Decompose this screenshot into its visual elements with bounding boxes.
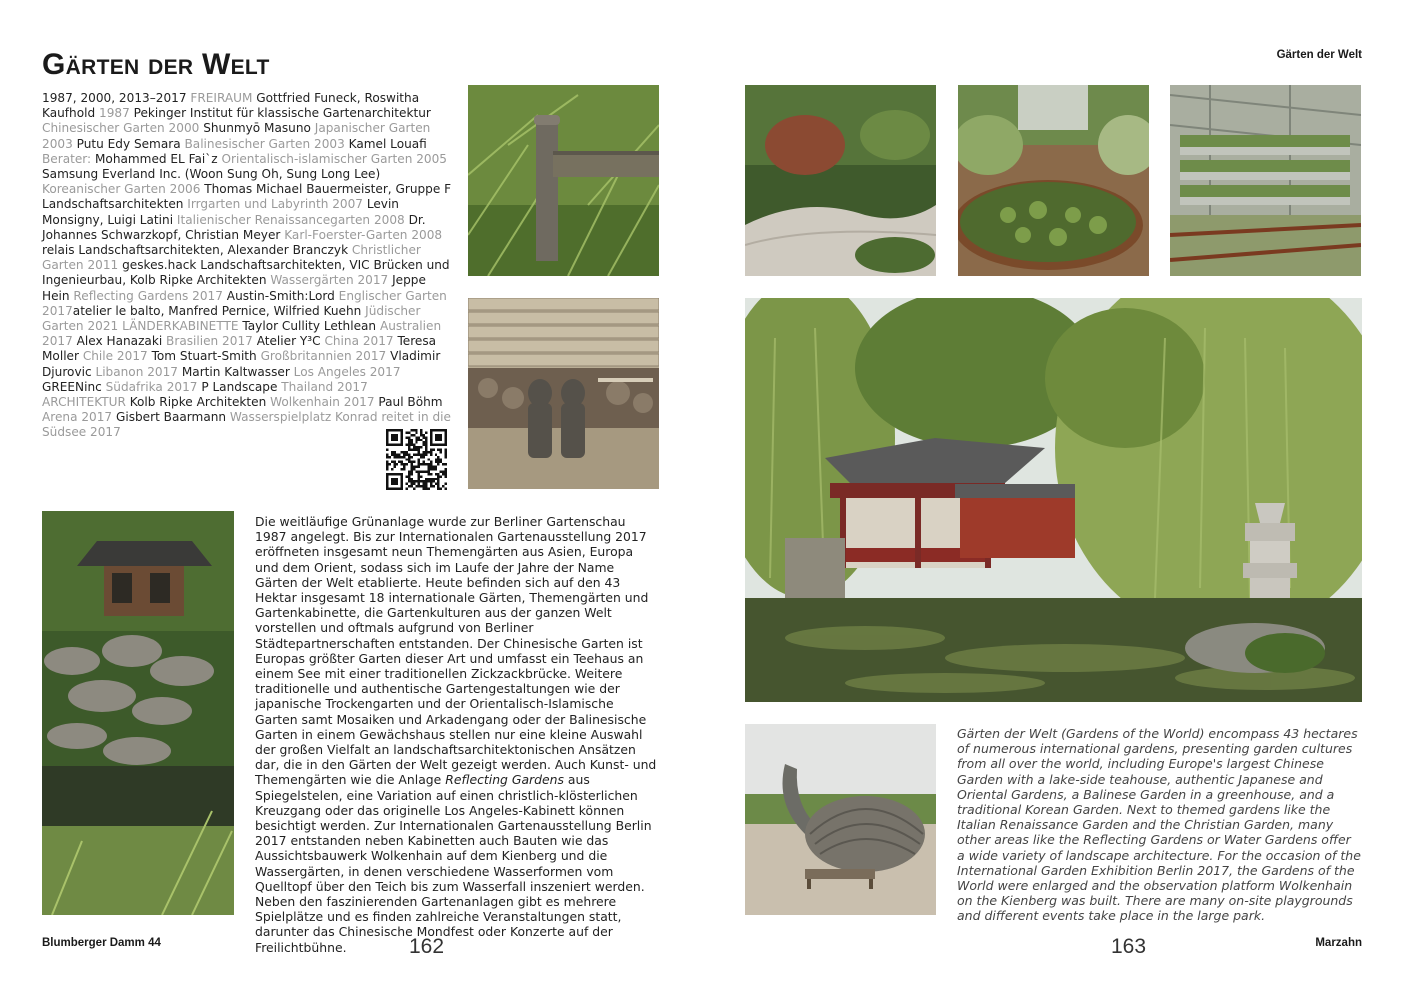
- credit-segment: Kolb Ripke Architekten: [129, 395, 267, 410]
- credit-segment: Martin Kaltwasser: [181, 364, 290, 379]
- credit-segment: Balinesischer Garten 2003: [180, 136, 349, 151]
- credit-segment: China 2017: [320, 334, 398, 349]
- credit-segment: Japanischer Garten 2003: [42, 121, 431, 151]
- credit-segment: Putu Edy Semara: [76, 136, 181, 151]
- credit-segment: Mohammed EL Fai`z: [94, 151, 218, 166]
- page-number-left: 162: [409, 935, 445, 958]
- credit-segment: FREIRAUM: [186, 91, 257, 105]
- credit-segment: Reflecting Gardens 2017: [69, 288, 227, 303]
- credit-segment: relais Landschaftsarchitekten, Alexander Branczyk: [42, 243, 349, 258]
- credit-segment: Teresa Moller: [42, 334, 437, 364]
- right-page: [702, 0, 1404, 1000]
- photo-bamboo-fountain: [468, 85, 659, 276]
- credit-segment: Gisbert Baarmann: [115, 410, 227, 425]
- credit-segment: Orientalisch-islamischer Garten 2005: [217, 151, 447, 166]
- credit-segment: Koreanischer Garten 2006: [42, 182, 205, 197]
- credit-segment: Chile 2017: [78, 349, 152, 364]
- credit-segment: Australien 2017: [42, 319, 442, 349]
- photo-greenhouse-planters: [1170, 85, 1361, 276]
- credit-segment: Taylor Cullity Lethlean: [242, 319, 377, 334]
- credit-segment: Karl-Foerster-Garten 2008: [280, 227, 443, 242]
- credit-segment: Pekinger Institut für klassische Gartenarchitektur: [133, 106, 431, 121]
- footer-district: Marzahn: [1315, 937, 1362, 949]
- credit-segment: Dr. Johannes Schwarzkopf, Christian Meyer: [42, 212, 426, 242]
- credit-segment: Wasserspielplatz Konrad reitet in die Südsee 2017: [42, 410, 451, 440]
- credit-segment: P Landscape: [201, 379, 278, 394]
- credit-segment: LÄNDERKABINETTE: [122, 319, 243, 334]
- footer-address: Blumberger Damm 44: [42, 937, 161, 949]
- credit-segment: 1987, 2000, 2013–2017: [42, 91, 187, 105]
- credit-segment: Wolkenhain 2017: [266, 395, 379, 410]
- body-text-german: Die weitläufige Grünanlage wurde zur Berliner Gartenschau 1987 angelegt. Bis zur Internationalen Gartenausstellung 2017 eröffneten insgesamt neun Themengärten aus Asien, Europa und dem Orient, sodass sich im Laufe der Jahre der Name Gärten der Welt etablierte. Heute befinden sich auf den 43 Hektar insgesamt 18 internationale Gärten, Themengärten und Gartenkabinette, die Gartenkulturen aus der ganzen Welt vorstellen und oftmals aufgrund von Berliner Städtepartnerschaften entstanden. Der Chinesische Garten ist Europas größter Garten dieser Art und umfasst ein Teehaus an einem See mit einer traditionellen Zickzackbrücke. Weitere traditionelle und authentische Gartengestaltungen wie der japanische Trockengarten und der Orientalisch-Islamische Garten samt Mosaiken und Arkadengang oder der Balinesische Garten in einem Gewächshaus stellen nur eine kleine Auswahl der großen Vielfalt an landschaftsarchitektonischen Ansätzen dar, die in den Gärten der Welt gezeigt werden. Auch Kunst- und Themengärten wie die Anlage Reflecting Gardens aus Spiegelstelen, eine Variation auf einen christlich-klösterlichen Kreuzgang oder das originelle Los Angeles-Kabinett können besichtigt werden. Zur Internationalen Gartenausstellung Berlin 2017 entstanden neben Kabinetten auch Bauten wie das Aussichtsbauwerk Wolkenhain auf dem Kienberg und die Wassergärten, in denen verschiedene Wasserformen vom Quelltopf über den Teich bis zum Wasserfall inszeniert werden. Neben den faszinierenden Gartenanlagen gibt es mehrere Spielplätze und es finden zahlreiche Veranstaltungen statt, darunter das Chinesische Mondfest oder Konzerte auf der Freilichtbühne.: [255, 514, 657, 955]
- credit-segment: Chinesischer Garten 2000: [42, 121, 204, 136]
- credit-segment: Irrgarten und Labyrinth 2007: [183, 197, 367, 212]
- photo-chinese-teahouse: [745, 298, 1362, 702]
- credit-segment: Südafrika 2017: [101, 379, 202, 394]
- photo-circular-bed: [958, 85, 1149, 276]
- credit-segment: Italienischer Renaissancegarten 2008: [173, 212, 409, 227]
- credit-segment: Paul Böhm: [378, 395, 443, 410]
- credit-segment: Jeppe Hein: [42, 273, 426, 303]
- credit-segment: geskes.hack Landschaftsarchitekten, VIC Brücken und Ingenieurbau, Kolb Ripke Architekten: [42, 258, 450, 288]
- caption-english: Gärten der Welt (Gardens of the World) encompass 43 hectares of numerous international gardens, presenting garden cultures from all over the world, including Europe's largest Chinese Garden with a lake-side teahouse, authentic Japanese and Oriental Gardens, a Balinese Garden in a greenhouse, and a traditional Korean Garden. Next to themed gardens like the Italian Renaissance Garden and the Christian Garden, many other areas like the Reflecting Gardens or Water Gardens offer a wide variety of landscape architecture. For the occasion of the International Garden Exhibition Berlin 2017, the Gardens of the World were enlarged and the observation platform Wolkenhain on the Kienberg was built. There are many on-site playgrounds and different events take place in the large park.: [957, 726, 1361, 924]
- credit-segment: Gottfried Funeck, Roswitha Kaufhold: [42, 91, 420, 121]
- credit-segment: Alex Hanazaki: [76, 334, 163, 349]
- running-head: Gärten der Welt: [1276, 49, 1362, 61]
- credit-segment: 1987: [95, 106, 134, 121]
- credit-segment: Levin Monsigny, Luigi Latini: [42, 197, 399, 227]
- credit-segment: Samsung Everland Inc. (Woon Sung Oh, Sung Long Lee): [42, 167, 381, 182]
- photo-whale-playground: [745, 724, 936, 915]
- credit-segment: Englischer Garten 2017: [42, 288, 447, 318]
- credits-text: [42, 91, 452, 441]
- body-emphasis: Reflecting Gardens: [445, 772, 564, 788]
- credit-segment: Christlicher Garten 2011: [42, 243, 421, 273]
- credit-segment: Thomas Michael Bauermeister, Gruppe F Landschaftsarchitekten: [42, 182, 452, 212]
- page-title: Gärten der Welt: [42, 48, 270, 81]
- page-number-right: 163: [1111, 935, 1147, 958]
- credit-segment: Großbritannien 2017: [256, 349, 391, 364]
- credit-segment: Wassergärten 2017: [266, 273, 393, 288]
- credit-segment: Thailand 2017: [277, 379, 368, 394]
- credit-segment: ARCHITEKTUR: [42, 395, 130, 410]
- credit-segment: atelier le balto, Manfred Pernice, Wilfried Kuehn: [72, 303, 362, 318]
- photo-stone-figures: [468, 298, 659, 489]
- credit-segment: Arena 2017: [42, 410, 116, 425]
- photo-korean-pavilion: [42, 511, 234, 915]
- credit-segment: Los Angeles 2017: [289, 364, 401, 379]
- qr-code[interactable]: [386, 429, 447, 490]
- credit-segment: Shunmyō Masuno: [203, 121, 311, 136]
- credit-segment: Brasilien 2017: [162, 334, 257, 349]
- credit-segment: Vladimir Djurovic: [42, 349, 441, 379]
- photo-japanese-garden: [745, 85, 936, 276]
- credit-segment: GREENinc: [42, 379, 102, 394]
- credit-segment: Berater:: [42, 151, 95, 166]
- credit-segment: Jüdischer Garten 2021: [42, 303, 421, 334]
- credit-segment: Atelier Y³C: [256, 334, 321, 349]
- credit-segment: Tom Stuart-Smith: [151, 349, 257, 364]
- credit-segment: Kamel Louafi: [348, 136, 427, 151]
- credit-segment: Libanon 2017: [91, 364, 182, 379]
- credit-segment: Austin-Smith:Lord: [226, 288, 335, 303]
